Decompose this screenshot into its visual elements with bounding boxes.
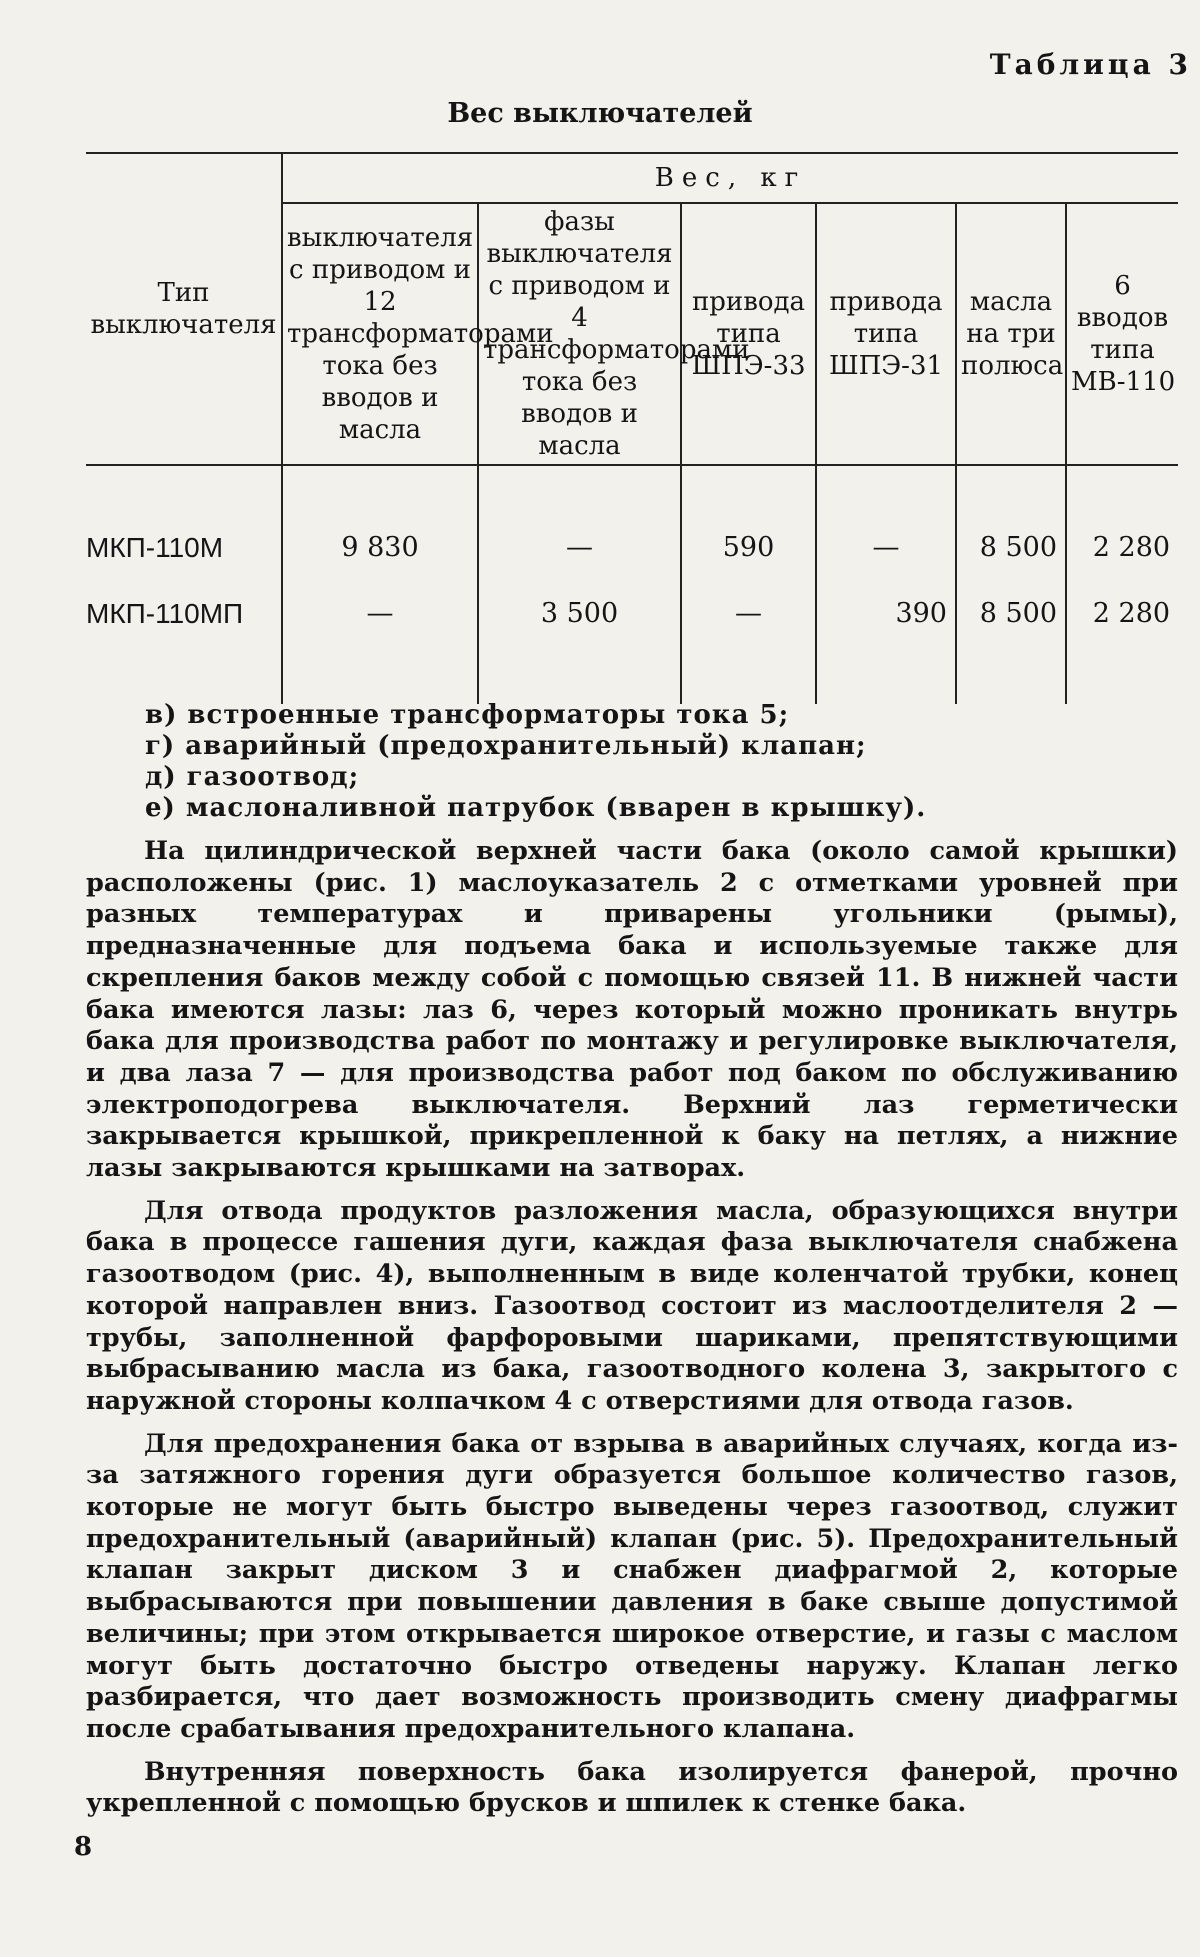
column-header-drive-shpe31: привода типа ШПЭ-31 bbox=[816, 203, 956, 465]
body-text bbox=[86, 836, 1178, 1831]
row-type: МКП-110МП bbox=[86, 598, 244, 629]
table-cell: 8 500 bbox=[956, 581, 1066, 704]
column-header-phase: фазы выключателя с приводом и 4 трансформаторами тока без вводов и масла bbox=[478, 203, 681, 465]
page-number: 8 bbox=[74, 1832, 93, 1862]
list-item: д) газоотвод; bbox=[145, 762, 360, 792]
table-row bbox=[86, 581, 1178, 704]
column-header-oil: масла на три полюса bbox=[956, 203, 1066, 465]
table-cell: 390 bbox=[816, 581, 956, 704]
weights-table bbox=[86, 152, 1178, 704]
type-column-header: Тип выключателя bbox=[86, 153, 282, 465]
table-cell: 3 500 bbox=[478, 581, 681, 704]
component-list bbox=[145, 700, 1105, 824]
list-item: е) маслоналивной патрубок (вварен в крышку). bbox=[145, 793, 927, 823]
table-title: Вес выключателей bbox=[447, 98, 753, 129]
table-number-label: Таблица 3 bbox=[989, 48, 1192, 81]
column-header-drive-shpe33: привода типа ШПЭ-33 bbox=[681, 203, 816, 465]
row-type: МКП-110М bbox=[86, 532, 224, 563]
table-cell: — bbox=[282, 581, 478, 704]
table-cell: — bbox=[816, 465, 956, 581]
paragraph: Внутренняя поверхность бака изолируется фанерой, прочно укрепленной с помощью брусков и шпилек к стенке бака. bbox=[86, 1756, 1178, 1819]
table-cell: 9 830 bbox=[282, 465, 478, 581]
table-cell: 590 bbox=[681, 465, 816, 581]
list-item: в) встроенные трансформаторы тока 5; bbox=[145, 700, 790, 730]
table-cell: — bbox=[478, 465, 681, 581]
paragraph: Для предохранения бака от взрыва в аварийных случаях, когда из-за затяжного горения дуги образуется большое количество газов, которые не могут быть быстро выведены через газоотвод, служит предохранительный (аварийный) клапан (рис. 5). Предохранительный клапан закрыт диском 3 и снабжен диафрагмой 2, которые выбрасываются при повышении давления в баке свыше допустимой величины; при этом открывается широкое отверстие, и газы с маслом могут быть достаточно быстро отведены наружу. Клапан легко разбирается, что дает возможность производить смену диафрагмы после срабатывания предохранительного клапана. bbox=[86, 1428, 1178, 1744]
list-item: г) аварийный (предохранительный) клапан; bbox=[145, 731, 867, 761]
column-header-breaker: выключателя с приводом и 12 трансформаторами тока без вводов и масла bbox=[282, 203, 478, 465]
paragraph: Для отвода продуктов разложения масла, образующихся внутри бака в процессе гашения дуги, каждая фаза выключателя снабжена газоотводом (рис. 4), выполненным в виде коленчатой трубки, конец которой направлен вниз. Газоотвод состоит из маслоотделителя 2 — трубы, заполненной фарфоровыми шариками, препятствующими выбрасыванию масла из бака, газоотводного колена 3, закрытого с наружной стороны колпачком 4 с отверстиями для отвода газов. bbox=[86, 1195, 1178, 1416]
paragraph: На цилиндрической верхней части бака (около самой крышки) расположены (рис. 1) маслоуказатель 2 с отметками уровней при разных температурах и приварены угольники (рымы), предназначенные для подъема бака и используемые также для скрепления баков между собой с помощью связей 11. В нижней части бака имеются лазы: лаз 6, через который можно проникать внутрь бака для производства работ по монтажу и регулировке выключателя, и два лаза 7 — для производства работ под баком по обслуживанию электроподогрева выключателя. Верхний лаз герметически закрывается крышкой, прикрепленной к баку на петлях, а нижние лазы закрываются крышками на затворах. bbox=[86, 836, 1178, 1184]
weight-group-header: Вес, кг bbox=[282, 153, 1178, 203]
table-cell: 2 280 bbox=[1066, 465, 1178, 581]
column-header-bushings: 6 вводов типа МВ-110 bbox=[1066, 203, 1178, 465]
table-cell: — bbox=[681, 581, 816, 704]
table-row bbox=[86, 465, 1178, 581]
table-cell: 2 280 bbox=[1066, 581, 1178, 704]
table-cell: 8 500 bbox=[956, 465, 1066, 581]
